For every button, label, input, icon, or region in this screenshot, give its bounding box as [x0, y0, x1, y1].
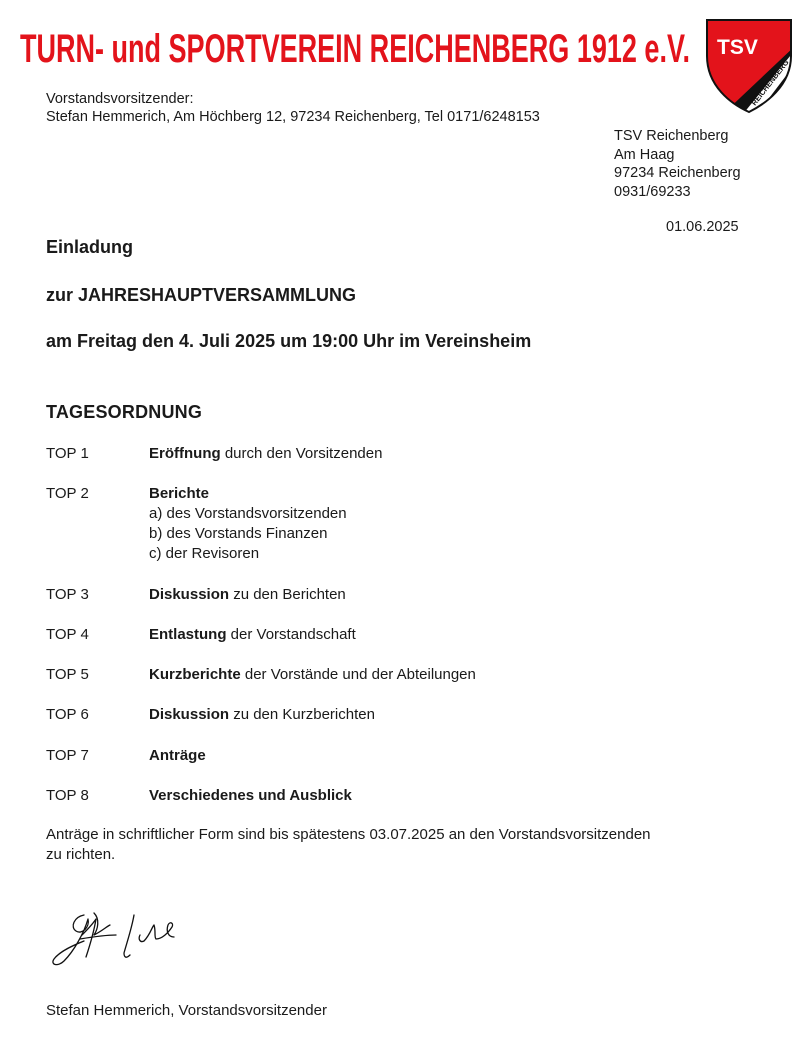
- agenda-item-number: TOP 8: [46, 787, 89, 804]
- agenda-item-bold: Anträge: [149, 747, 206, 764]
- invitation-title: Einladung: [46, 237, 133, 257]
- agenda-item-number: TOP 6: [46, 706, 89, 723]
- logo-text-band: REICHENBERG: [749, 58, 791, 108]
- submission-note-line: Anträge in schriftlicher Form sind bis spätestens 03.07.2025 an den Vorstandsvorsitzenden: [46, 826, 651, 843]
- recipient-phone: 0931/69233: [614, 183, 691, 200]
- agenda-item-number: TOP 2: [46, 485, 89, 502]
- agenda-item-bold: Diskussion: [149, 586, 230, 603]
- submission-note-line: zu richten.: [46, 846, 116, 863]
- recipient-address: [614, 127, 741, 201]
- recipient-name: TSV Reichenberg: [614, 128, 729, 144]
- sender-role: Vorstandsvorsitzender:: [46, 91, 194, 107]
- agenda-item-number: TOP 4: [46, 626, 89, 643]
- sender-block: [46, 90, 540, 126]
- tsv-shield-icon: [703, 16, 795, 114]
- agenda-item-text: durch den Vorsitzenden: [220, 445, 383, 462]
- agenda-item-bold: Diskussion: [149, 706, 230, 723]
- invitation-subtitle: zur JAHRESHAUPTVERSAMMLUNG: [46, 285, 357, 305]
- club-title-text: TURN- und SPORTVEREIN REICHENBERG 1912 e.V.: [20, 27, 690, 71]
- club-title: [20, 18, 710, 78]
- recipient-city: 97234 Reichenberg: [614, 165, 741, 181]
- agenda-subitem: a) des Vorstandsvorsitzenden: [149, 505, 347, 522]
- agenda-item-bold: Eröffnung: [149, 445, 221, 462]
- invitation-datetime: am Freitag den 4. Juli 2025 um 19:00 Uhr im Vereinsheim: [46, 331, 532, 351]
- agenda-heading: TAGESORDNUNG: [46, 402, 203, 422]
- agenda-item-bold: Kurzberichte: [149, 666, 241, 683]
- agenda-item-bold: Verschiedenes und Ausblick: [149, 787, 352, 804]
- recipient-street: Am Haag: [614, 146, 675, 163]
- agenda-item-text: der Vorstände und der Abteilungen: [240, 666, 476, 683]
- agenda-item-bold: Entlastung: [149, 626, 227, 643]
- agenda-item-number: TOP 1: [46, 445, 89, 462]
- logo-text-tsv: TSV: [717, 36, 758, 59]
- agenda-subitem: c) der Revisoren: [149, 545, 260, 562]
- signer-name: Stefan Hemmerich, Vorstandsvorsitzender: [46, 1002, 327, 1019]
- submission-note: [46, 825, 766, 865]
- agenda-item-bold: Berichte: [149, 485, 210, 502]
- sender-address: Stefan Hemmerich, Am Höchberg 12, 97234 Reichenberg, Tel 0171/6248153: [46, 109, 540, 125]
- agenda-item-text: zu den Kurzberichten: [229, 706, 375, 723]
- agenda-subitem: b) des Vorstands Finanzen: [149, 525, 328, 542]
- agenda-item-number: TOP 5: [46, 666, 89, 683]
- agenda-item-number: TOP 3: [46, 586, 89, 603]
- agenda-item-number: TOP 7: [46, 747, 89, 764]
- agenda-item-text: der Vorstandschaft: [226, 626, 356, 643]
- agenda-item-text: zu den Berichten: [229, 586, 346, 603]
- handwritten-signature-icon: [44, 905, 194, 973]
- letter-date: 01.06.2025: [666, 219, 739, 235]
